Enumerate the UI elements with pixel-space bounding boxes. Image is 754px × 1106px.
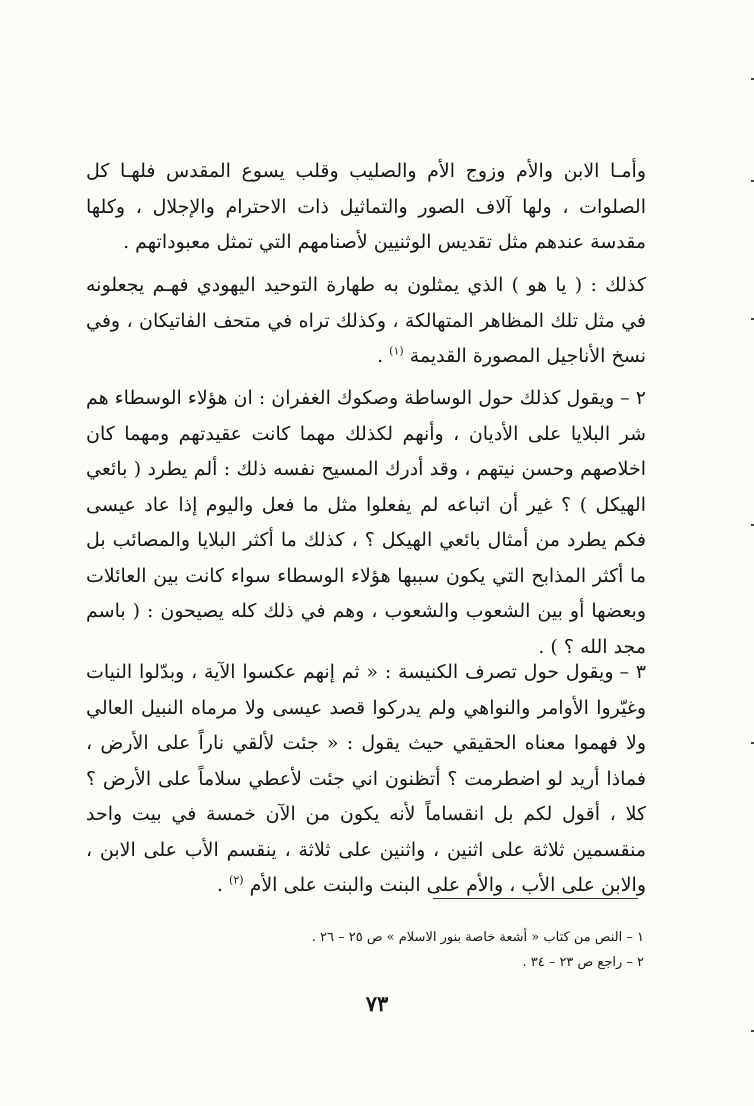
paragraph-2-text: كذلك : ( يا هو ) الذي يمثلون به طهارة التوحيد اليهودي فهـم يجعلونه في مثل تلك المظاهر المتهالكة ، وكذلك تراه في متحف الفاتيكان ، وفي نسخ الأناجيل المصورة القديمة — [86, 274, 646, 367]
paragraph-1 — [86, 154, 646, 261]
paragraph-4-body — [86, 655, 646, 904]
footnote-divider — [433, 898, 638, 899]
footnote-ref-1[interactable]: (١) — [389, 344, 404, 358]
footnotes — [150, 925, 644, 975]
footnote-1: ١ – النص من كتاب « أشعة خاصة بنور الاسلام » ص ٢٥ – ٢٦ . — [311, 930, 644, 945]
paragraph-3 — [86, 381, 646, 665]
page-number: ٧٣ — [365, 991, 389, 1016]
paragraph-4-end: . — [216, 874, 230, 896]
paragraph-3-body — [86, 381, 646, 665]
paragraph-2-end: . — [377, 345, 390, 367]
paragraph-2 — [86, 268, 646, 375]
footnote-2: ٢ – راجع ص ٢٣ – ٣٤ . — [522, 955, 644, 970]
footnote-ref-2[interactable]: (٢) — [229, 873, 244, 887]
item-number-3: ٣ – — [619, 661, 646, 683]
paragraph-4-text: ويقول حول تصرف الكنيسة : « ثم إنهم عكسوا الآية ، وبدّلوا النيات وغيّروا الأوامر والنواهي ولم يدركوا قصد عيسى ولا مرماه النبيل العالي ولا فهموا معناه الحقيقي حيث يقول : « جئت لألقي ناراً على الأرض ، فماذا أريد لو اضطرمت ؟ أتظنون اني جئت لأعطي سلاماً على الأرض ؟ كلا ، أقول لكم بل انقساماً لأنه يكون من الآن خمسة في بيت واحد منقسمين ثلاثة على اثنين ، واثنين على ثلاثة ، ينقسم الأب على الابن ، والابن على الأب ، والأم على البنت والبنت على الأم — [86, 661, 646, 896]
item-number-2: ٢ – — [620, 387, 646, 409]
paragraph-3-text: ويقول كذلك حول الوساطة وصكوك الغفران : ان هؤلاء الوسطاء هم شر البلايا على الأديان ، وأنهم لكذلك مهما كانت عقيدتهم ومهما كان اخلاصهم وحسن نيتهم ، وقد أدرك المسيح نفسه ذلك : ألم يطرد ( بائعي الهيكل ) ؟ غير أن اتباعه لم يفعلوا مثل ما فعل واليوم إذا عاد عيسى فكم يطرد من أمثال بائعي الهيكل ؟ ، كذلك ما أكثر البلايا والمصائب بل ما أكثر المذابح التي يكون سببها هؤلاء الوسطاء سواء كانت بين العائلات وبعضها أو بين الشعوب والشعوب ، وهم في ذلك كله يصيحون : ( باسم مجد الله ؟ ) . — [86, 387, 646, 658]
paragraph-2-body — [86, 268, 646, 375]
paragraph-4 — [86, 655, 646, 904]
paragraph-1-text: وأمـا الابن والأم وزوج الأم والصليب وقلب يسوع المقدس فلهـا كل الصلوات ، ولها آلاف الصور والتماثيل ذات الاحترام والإجلال ، وكلها مقدسة عندهم مثل تقديس الوثنيين لأصنامهم التي تمثل معبوداتهم . — [86, 160, 646, 253]
